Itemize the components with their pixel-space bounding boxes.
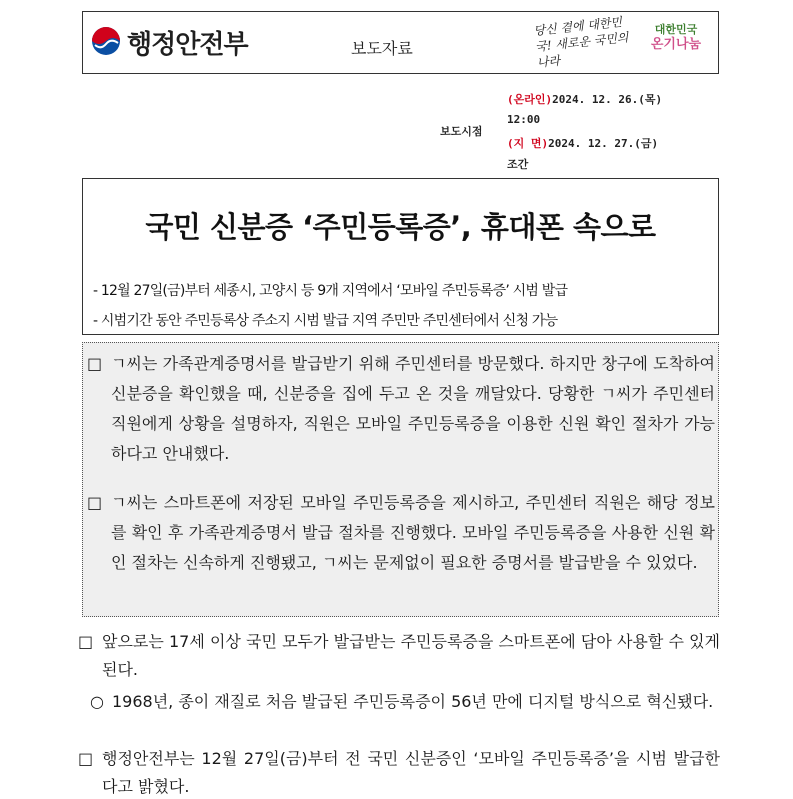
body-paragraph-2-text: 1968년, 종이 재질로 처음 발급된 주민등록증이 56년 만에 디지털 방식으로 혁신됐다. bbox=[112, 692, 714, 711]
campaign-line-2: 온기나눔 bbox=[650, 37, 702, 52]
case-paragraph-1 bbox=[87, 349, 715, 469]
print-release-date bbox=[507, 135, 658, 151]
body-paragraph-1-text: 앞으로는 17세 이상 국민 모두가 발급받는 주민등록증을 스마트폰에 담아 사용할 수 있게 된다. bbox=[102, 632, 720, 679]
case-example-box bbox=[82, 342, 719, 617]
government-emblem-icon bbox=[91, 26, 121, 56]
print-release-time: 조간 bbox=[507, 158, 529, 171]
body-paragraph-1 bbox=[78, 628, 720, 684]
header-box bbox=[82, 11, 719, 74]
circle-bullet: ○ bbox=[90, 692, 104, 711]
online-tag: (온라인) bbox=[507, 93, 553, 106]
case-paragraph-1-text: ㄱ씨는 가족관계증명서를 발급받기 위해 주민센터를 방문했다. 하지만 창구에 도착하여 신분증을 확인했을 때, 신분증을 집에 두고 온 것을 깨달았다. 당황한 ㄱ씨가 주민센터 직원에게 상황을 설명하자, 직원은 모바일 주민등록증을 이용한 신원 확인 절차가 가능하다고 안내했다. bbox=[111, 354, 715, 463]
case-paragraph-2 bbox=[87, 488, 715, 578]
release-time-label: 보도시점 bbox=[440, 125, 483, 138]
main-title: 국민 신분증 ‘주민등록증’, 휴대폰 속으로 bbox=[145, 210, 656, 244]
square-bullet: □ bbox=[78, 632, 94, 651]
online-release-date bbox=[507, 91, 662, 107]
press-release-label: 보도자료 bbox=[351, 39, 413, 58]
title-box bbox=[82, 178, 719, 335]
subtitle-1: - 12월 27일(금)부터 세종시, 고양시 등 9개 지역에서 ‘모바일 주민등록증’ 시범 발급 bbox=[93, 283, 568, 299]
square-bullet: □ bbox=[78, 749, 94, 768]
case-paragraph-2-text: ㄱ씨는 스마트폰에 저장된 모바일 주민등록증을 제시하고, 주민센터 직원은 해당 정보를 확인 후 가족관계증명서 발급 절차를 진행했다. 모바일 주민등록증을 사용한 신원 확인 절차는 신속하게 진행됐고, ㄱ씨는 문제없이 필요한 증명서를 발급받을 수 있었다. bbox=[111, 493, 715, 572]
body-paragraph-2 bbox=[90, 688, 722, 716]
online-release-time: 12:00 bbox=[507, 113, 541, 126]
subtitle-2: - 시범기간 동안 주민등록상 주소지 시범 발급 지역 주민만 주민센터에서 신청 가능 bbox=[93, 313, 558, 329]
square-bullet: □ bbox=[87, 493, 103, 512]
campaign-logo bbox=[645, 22, 707, 52]
print-tag: (지 면) bbox=[507, 137, 549, 150]
square-bullet: □ bbox=[87, 354, 103, 373]
body-paragraph-3-text: 행정안전부는 12월 27일(금)부터 전 국민 신분증인 ‘모바일 주민등록증’을 시범 발급한다고 밝혔다. bbox=[102, 749, 720, 796]
print-date: 2024. 12. 27.(금) bbox=[548, 137, 659, 150]
online-date: 2024. 12. 26.(목) bbox=[552, 93, 663, 106]
ministry-name: 행정안전부 bbox=[127, 30, 248, 60]
campaign-line-1: 대한민국 bbox=[654, 23, 698, 36]
body-paragraph-3 bbox=[78, 745, 720, 799]
slogan-logo: 당신 곁에 대한민국! 새로운 국민의 나라 bbox=[532, 14, 630, 70]
